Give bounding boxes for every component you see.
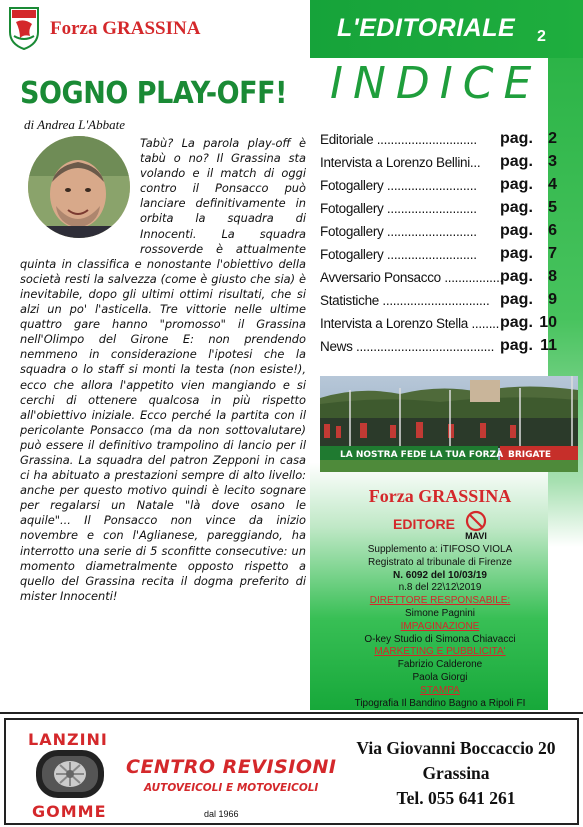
colophon-brand: Forza GRASSINA xyxy=(368,486,512,506)
publisher-logo xyxy=(465,510,487,541)
toc-label: Editoriale ............................. xyxy=(320,132,477,147)
article-body xyxy=(20,136,306,604)
page-number: 2 xyxy=(537,28,546,45)
toc-label: Fotogallery .......................... xyxy=(320,247,477,262)
stadium-photo xyxy=(320,376,578,472)
ad-address xyxy=(336,736,576,811)
colophon-line: Paola Giorgi xyxy=(412,671,468,683)
toc-page-number: 7 xyxy=(548,245,557,262)
ad-centro-revisioni: CENTRO REVISIONI xyxy=(126,756,337,778)
section-title: L'EDITORIALE xyxy=(337,14,516,42)
toc-row[interactable] xyxy=(320,314,560,337)
toc-pag-label: pag. xyxy=(500,176,533,193)
footer-advertisement xyxy=(0,712,583,827)
colophon-line: DIRETTORE RESPONSABILE: xyxy=(369,595,511,607)
colophon-line: MARKETING E PUBBLICITA' xyxy=(374,646,506,658)
toc-pag-label: pag. xyxy=(500,268,533,285)
ad-box xyxy=(4,718,579,825)
tyre-icon xyxy=(32,746,108,802)
avatar-spacer xyxy=(20,136,140,248)
page-header xyxy=(0,0,583,58)
toc-row[interactable] xyxy=(320,153,560,176)
editore-label: EDITORE xyxy=(393,516,455,532)
toc-label: Fotogallery .......................... xyxy=(320,178,477,193)
colophon-line: N. 6092 del 10/03/19 xyxy=(393,569,487,581)
toc-pag-label: pag. xyxy=(500,314,533,331)
banner-left-text: LA NOSTRA FEDE LA TUA FORZA xyxy=(340,450,504,460)
colophon-lines xyxy=(320,544,560,710)
toc-page-number: 10 xyxy=(539,314,557,331)
ad-autoveicoli: AUTOVEICOLI E MOTOVEICOLI xyxy=(144,782,319,794)
mavi-logo-icon xyxy=(465,510,487,532)
toc-label: Statistiche ............................... xyxy=(320,293,490,308)
ad-address-line2: Grassina xyxy=(422,763,490,783)
toc-pag-label: pag. xyxy=(500,245,533,262)
toc-pag-label: pag. xyxy=(500,199,533,216)
toc-pag-label: pag. xyxy=(500,222,533,239)
toc-row[interactable] xyxy=(320,268,560,291)
colophon xyxy=(320,486,560,710)
colophon-line: Registrato al tribunale di Firenze xyxy=(368,556,512,568)
toc-page-number: 4 xyxy=(548,176,557,193)
toc-label: News ........................................ xyxy=(320,339,495,354)
article-title: SOGNO PLAY-OFF! xyxy=(20,76,288,111)
toc-row[interactable] xyxy=(320,222,560,245)
colophon-line: Supplemento a: iTIFOSO VIOLA xyxy=(367,544,513,555)
colophon-line: Simone Pagnini xyxy=(404,607,476,619)
toc-row[interactable] xyxy=(320,199,560,222)
ad-lanzini: LANZINI xyxy=(28,730,108,749)
index-title: INDICE xyxy=(330,58,542,109)
publisher-name: MAVI xyxy=(465,531,487,541)
table-of-contents xyxy=(320,130,560,360)
toc-pag-label: pag. xyxy=(500,130,533,147)
colophon-line: IMPAGINAZIONE xyxy=(400,620,480,632)
toc-row[interactable] xyxy=(320,337,560,360)
ad-address-line1: Via Giovanni Boccaccio 20 xyxy=(356,738,556,758)
toc-pag-label: pag. xyxy=(500,291,533,308)
ad-since: dal 1966 xyxy=(204,809,239,819)
header-brand-area xyxy=(0,0,310,58)
toc-row[interactable] xyxy=(320,130,560,153)
toc-page-number: 11 xyxy=(540,337,557,354)
toc-pag-label: pag. xyxy=(500,153,533,170)
toc-page-number: 2 xyxy=(548,130,557,147)
toc-label: Intervista a Lorenzo Stella ........ xyxy=(320,316,500,331)
ad-phone: Tel. 055 641 261 xyxy=(396,788,516,808)
stadium-image xyxy=(320,376,578,472)
club-crest-icon xyxy=(8,6,40,50)
toc-row[interactable] xyxy=(320,176,560,199)
header-brand: Forza GRASSINA xyxy=(50,18,201,39)
toc-page-number: 6 xyxy=(548,222,557,239)
toc-label: Avversario Ponsacco ................. xyxy=(320,270,503,285)
toc-page-number: 5 xyxy=(548,199,557,216)
colophon-line: n.8 del 22\12\2019 xyxy=(398,582,482,594)
toc-row[interactable] xyxy=(320,291,560,314)
colophon-line: O-key Studio di Simona Chiavacci xyxy=(364,633,516,645)
toc-label: Fotogallery .......................... xyxy=(320,201,477,216)
banner-right-text: BRIGATE xyxy=(508,450,552,460)
toc-row[interactable] xyxy=(320,245,560,268)
ad-gomme: GOMME xyxy=(32,802,107,821)
colophon-line: STAMPA xyxy=(420,684,460,696)
toc-page-number: 9 xyxy=(548,291,557,308)
colophon-line: Fabrizio Calderone xyxy=(397,659,483,671)
publisher-row xyxy=(320,510,560,544)
toc-label: Fotogallery .......................... xyxy=(320,224,477,239)
article-text: Tabù? La parola play-off è tabù o no? Il Grassina sta volando e il match di oggi contro il Ponsacco può lanciare definitivamente in orbita la squadra di Innocenti. La squadra rossoverde è attualmente quinta in classifica e nonostante l'obiettivo della società resti la salvezza (come è giusto che sia) è inevitabile, dopo gli ultimi ottimi risultati, che si alzi un po' l'asticella. Tre vittorie nelle ultime quattro gare hanno "promosso" il Grassina nell'Olimpo del Girone E: non prendendo nemmeno in considerazione l'ipotesi che la squadra o lo staff si monti la testa (non esiste!), ecco che allora l'appetito vien mangiando e si cerchi di ottenere qualcosa in più rispetto all'obiettivo iniziale. Ecco perché la partita con il pericolante Ponsacco (ma da non sottovalutare) può essere il definitivo trampolino di lancio per il Grassina. La squadra del patron Zepponi in casa ci ha abituato a prestazioni sempre di alto livello: anche per questo motivo quindi è lecito sognare per regalarsi un Natale "là dove osano le aquile"... Il Ponsacco non vince da inizio novembre e con l'Aglianese, pareggiando, ha interrotto una serie di 5 sconfitte consecutive: un momento diametralmente opposto rispetto a quello del Grassina recita il dogma preferito di mister Innocenti! xyxy=(20,136,306,603)
colophon-line: Tipografia Il Bandino Bagno a Ripoli FI xyxy=(354,697,526,709)
article-byline: di Andrea L'Abbate xyxy=(24,117,125,132)
toc-page-number: 8 xyxy=(548,268,557,285)
toc-label: Intervista a Lorenzo Bellini... xyxy=(320,155,481,170)
toc-page-number: 3 xyxy=(548,153,557,170)
toc-pag-label: pag. xyxy=(500,337,533,354)
